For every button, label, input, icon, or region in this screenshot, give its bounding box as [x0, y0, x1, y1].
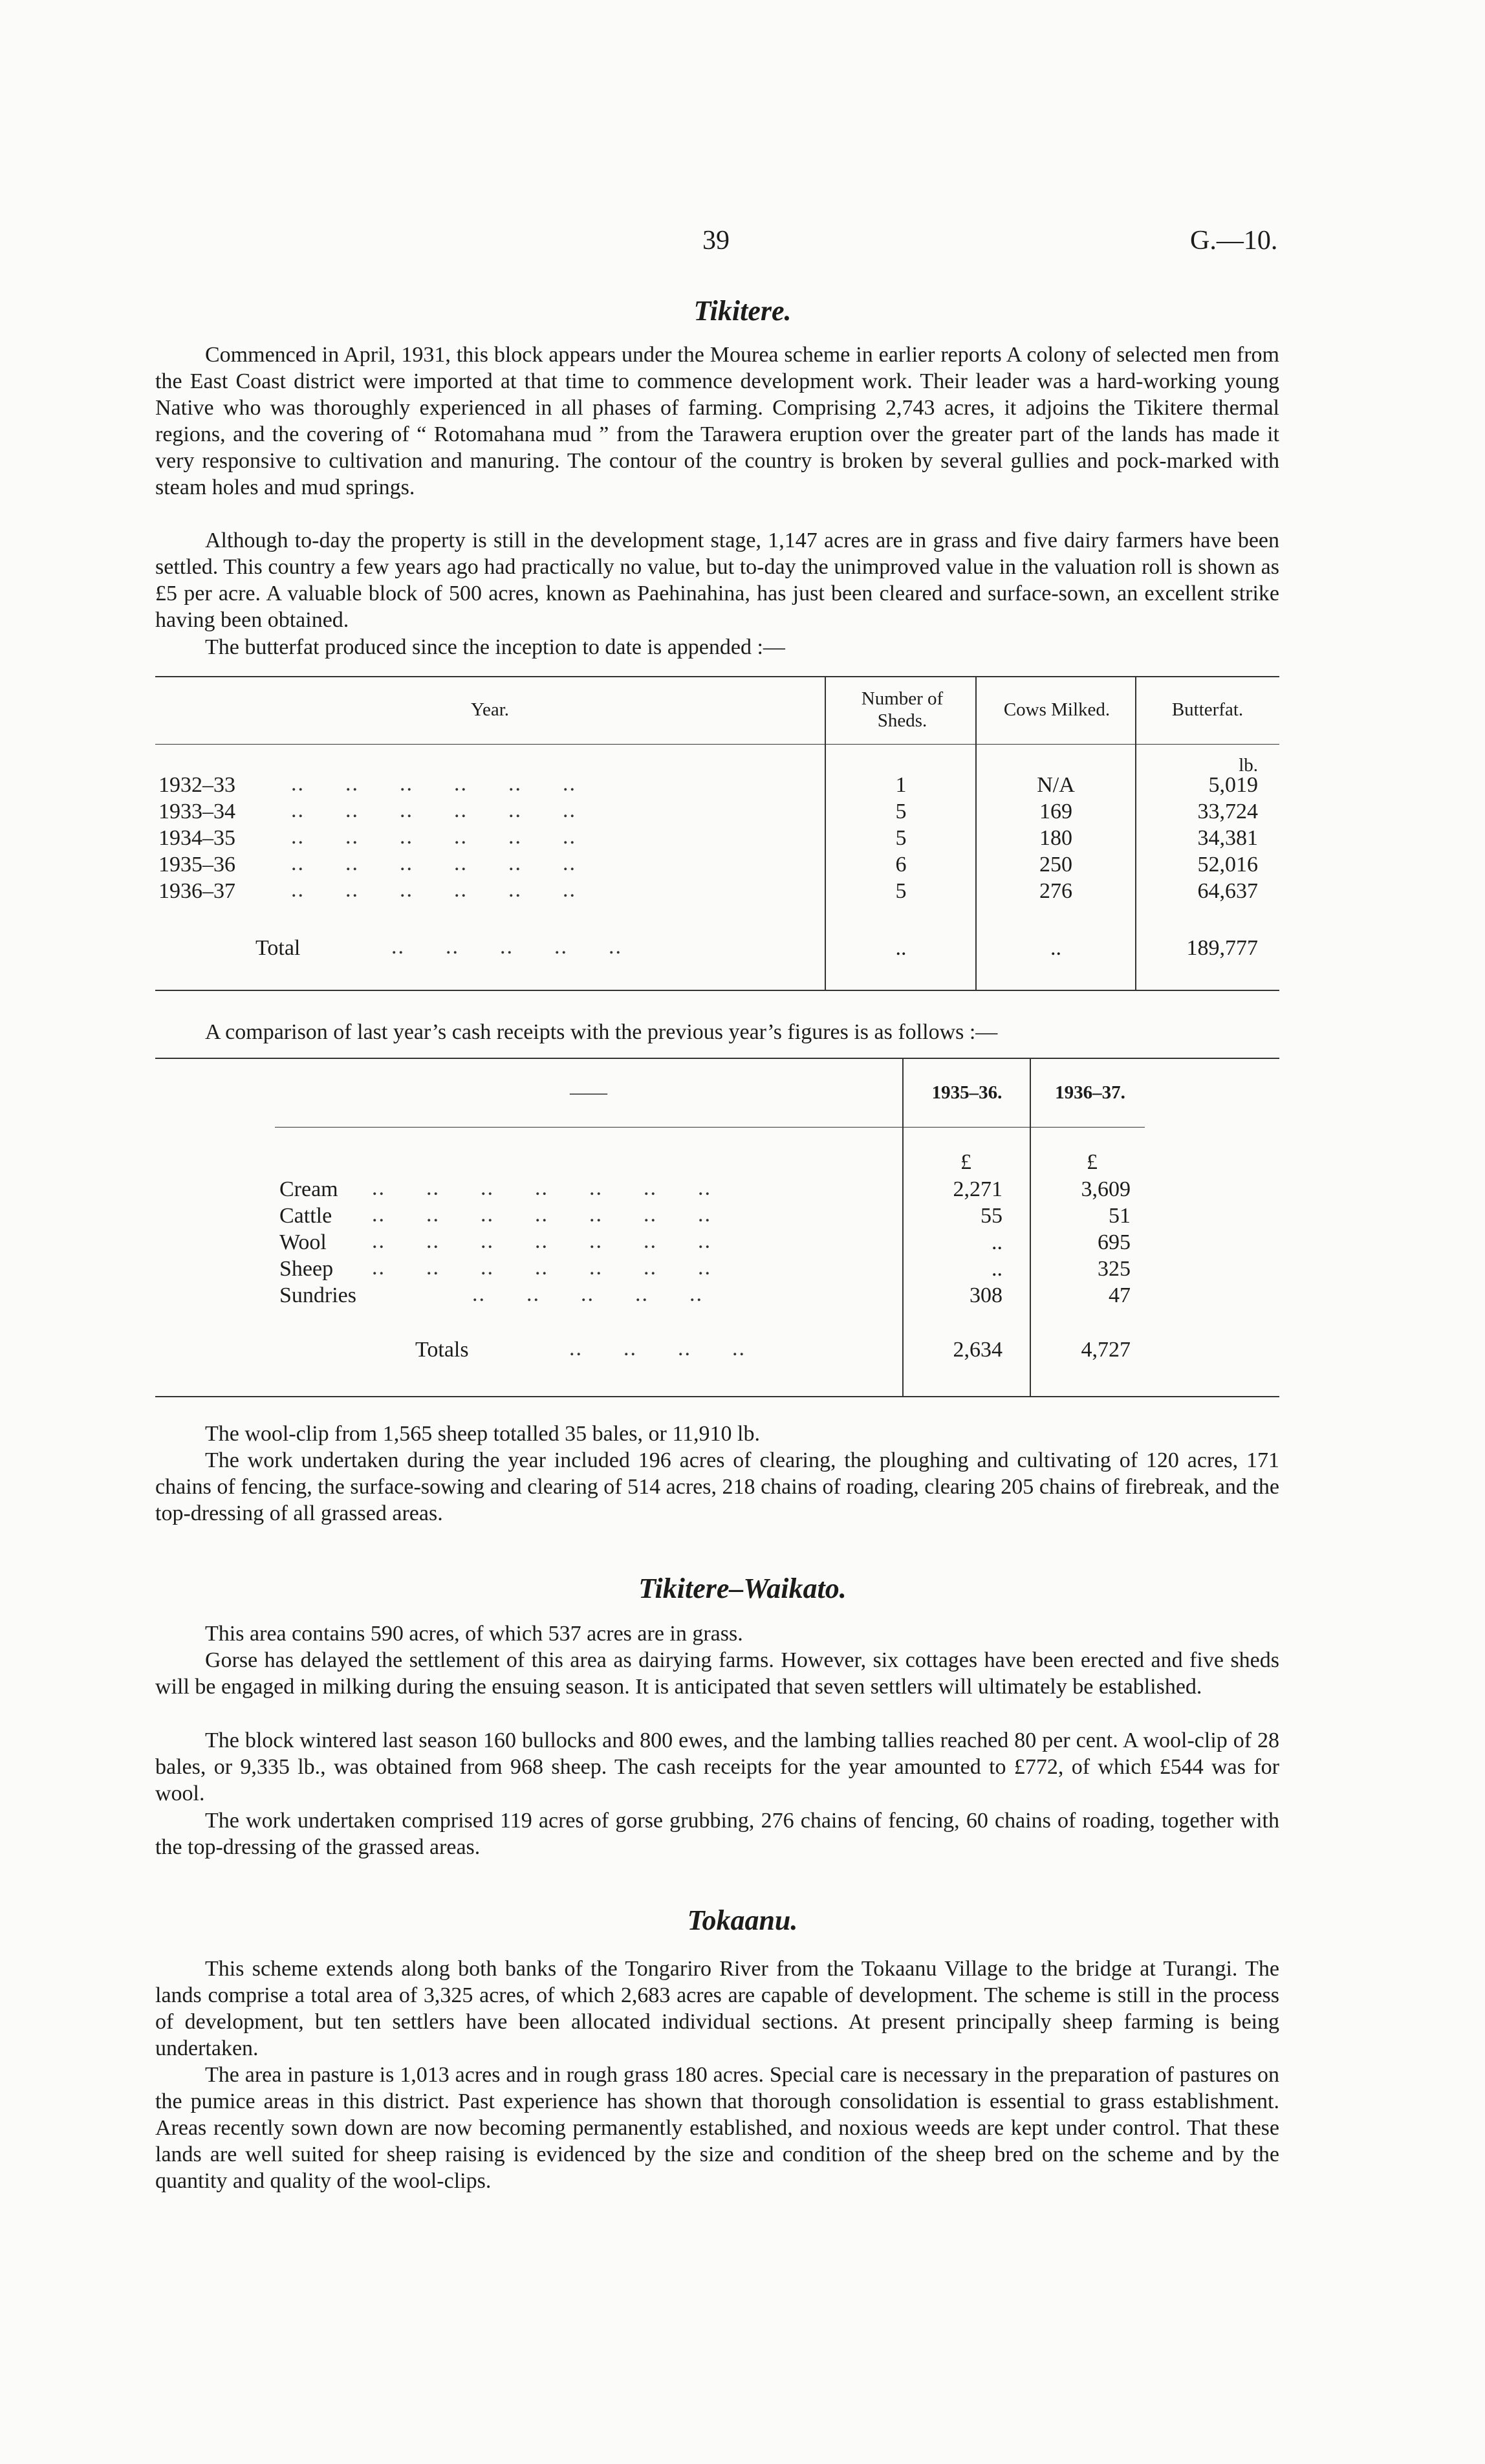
- paragraph: The work undertaken comprised 119 acres of gorse grubbing, 276 chains of fencing, 60 chains of roading, together with the top-dressing of the grassed areas.: [155, 1809, 1279, 1859]
- butterfat-cell: 52,016: [1197, 853, 1258, 877]
- sheds-cell: 5: [895, 826, 907, 850]
- currency-label: £: [1087, 1150, 1098, 1174]
- column-rule: [1030, 1059, 1031, 1396]
- table-rule: [155, 1396, 1279, 1397]
- item-cell: Sundries: [279, 1283, 356, 1307]
- dot-leader: .. .. .. .. .. .. ..: [372, 1176, 711, 1200]
- cows-cell: 180: [1039, 826, 1072, 850]
- paragraph: Although to-day the property is still in the development stage, 1,147 acres are in grass and five dairy farmers have been settled. This country a few years ago had practically no value, but to-day the unimproved value in the valuation roll is shown as £5 per acre. A valuable block of 500 acres, known as Paehinahina, has just been cleared and surface-sown, an excellent strike having been obtained.: [155, 529, 1279, 632]
- paragraph: A comparison of last year’s cash receipts with the previous year’s figures is as follows :—: [205, 1020, 998, 1044]
- year-cell: 1935–36: [158, 853, 235, 877]
- table-rule: [275, 1127, 1145, 1128]
- total-1935-36: 2,634: [953, 1338, 1003, 1362]
- sheds-cell: 6: [895, 853, 907, 877]
- column-header-sheds: Number of Sheds.: [861, 688, 944, 731]
- value-1936-37: 695: [1098, 1230, 1131, 1254]
- cows-cell: 276: [1039, 879, 1072, 903]
- year-cell: 1936–37: [158, 879, 235, 903]
- butterfat-cell: 34,381: [1197, 826, 1258, 850]
- year-cell: 1934–35: [158, 826, 235, 850]
- butterfat-total: 189,777: [1186, 936, 1258, 960]
- section-title-tikitere: Tikitere.: [693, 295, 792, 327]
- value-1935-36: 55: [981, 1204, 1003, 1228]
- year-cell: 1932–33: [158, 773, 235, 797]
- cows-cell: N/A: [1037, 773, 1075, 797]
- dot-leader: .. .. .. .. .. ..: [291, 825, 576, 849]
- dot-leader: .. .. .. .. .. ..: [291, 851, 576, 875]
- dot-leader: .. .. .. .. .. .. ..: [372, 1256, 711, 1280]
- column-rule: [825, 677, 826, 990]
- dot-leader: .. .. .. .. .. ..: [291, 878, 576, 902]
- page-number: 39: [702, 226, 730, 256]
- column-header-year: Year.: [470, 699, 510, 720]
- paragraph: This scheme extends along both banks of the Tongariro River from the Tokaanu Village to the bridge at Turangi. The lands comprise a total area of 3,325 acres, of which 2,683 acres are capable of development. The scheme is still in the process of development, but ten settlers have been allocated individual sections. At present principally sheep farming is being undertaken.: [155, 1957, 1279, 2060]
- paragraph: Gorse has delayed the settlement of this area as dairying farms. However, six cottages have been erected and five sheds will be engaged in milking during the ensuing season. It is anticipated that seven settlers will ultimately be established.: [155, 1648, 1279, 1699]
- value-1935-36: 2,271: [953, 1177, 1003, 1201]
- dot-leader: .. .. .. .. .. .. ..: [372, 1203, 711, 1227]
- dot-leader: .. .. .. .. ..: [472, 1282, 703, 1306]
- year-cell: 1933–34: [158, 800, 235, 823]
- table-rule: [155, 744, 1279, 745]
- cows-total: ..: [1050, 936, 1061, 960]
- value-1935-36: ..: [992, 1230, 1003, 1254]
- butterfat-cell: 64,637: [1197, 879, 1258, 903]
- item-cell: Sheep: [279, 1257, 334, 1281]
- dot-leader: .. .. .. ..: [569, 1336, 746, 1360]
- cows-cell: 250: [1039, 853, 1072, 877]
- butterfat-cell: 5,019: [1208, 773, 1258, 797]
- column-header-butterfat: Butterfat.: [1171, 699, 1244, 720]
- dot-leader: .. .. .. .. .. ..: [291, 772, 576, 796]
- column-header-cows: Cows Milked.: [1003, 699, 1111, 720]
- column-rule: [1135, 677, 1136, 990]
- item-cell: Wool: [279, 1230, 327, 1254]
- dot-leader: .. .. .. .. .. ..: [291, 798, 576, 822]
- cows-cell: 169: [1039, 800, 1072, 823]
- column-header-1935-36: 1935–36.: [931, 1082, 1003, 1103]
- sheds-cell: 5: [895, 800, 907, 823]
- document-reference: G.—10.: [1190, 226, 1278, 256]
- paragraph: The area in pasture is 1,013 acres and in rough grass 180 acres. Special care is necessary in the preparation of pastures on the pumice areas in this district. Past experience has shown that thorough consolidation is essential to grass establishment. Areas recently sown down are now becoming permanently established, and noxious weeds are kept under control. That these lands are well suited for sheep raising is evidenced by the size and condition of the sheep bred on the scheme and by the quantity and quality of the wool-clips.: [155, 2063, 1279, 2193]
- column-header-1936-37: 1936–37.: [1055, 1082, 1125, 1103]
- total-label: Totals: [415, 1338, 469, 1362]
- value-1936-37: 47: [1109, 1283, 1131, 1307]
- paragraph: This area contains 590 acres, of which 537 acres are in grass.: [205, 1622, 743, 1646]
- paragraph: The butterfat produced since the inception to date is appended :—: [205, 635, 785, 659]
- section-title-tokaanu: Tokaanu.: [687, 1904, 798, 1936]
- dot-leader: .. .. .. .. ..: [391, 935, 622, 959]
- table-rule: [155, 990, 1279, 991]
- currency-label: £: [960, 1150, 971, 1174]
- paragraph: The wool-clip from 1,565 sheep totalled 35 bales, or 11,910 lb.: [205, 1422, 761, 1446]
- column-header-item: ——: [570, 1082, 607, 1103]
- item-cell: Cream: [279, 1177, 338, 1201]
- table-rule: [155, 1058, 1279, 1059]
- sheds-cell: 5: [895, 879, 907, 903]
- unit-label: lb.: [1239, 755, 1258, 776]
- section-title-tikitere-waikato: Tikitere–Waikato.: [638, 1573, 847, 1604]
- value-1936-37: 3,609: [1081, 1177, 1131, 1201]
- sheds-total: ..: [895, 936, 907, 960]
- sheds-cell: 1: [895, 773, 907, 797]
- column-rule: [902, 1059, 904, 1396]
- butterfat-cell: 33,724: [1197, 800, 1258, 823]
- paragraph: The work undertaken during the year included 196 acres of clearing, the ploughing and cultivating of 120 acres, 171 chains of fencing, the surface-sowing and clearing of 514 acres, 218 chains of roading, clearing 205 chains of firebreak, and the top-dressing of all grassed areas.: [155, 1448, 1279, 1525]
- value-1935-36: ..: [992, 1257, 1003, 1281]
- dot-leader: .. .. .. .. .. .. ..: [372, 1229, 711, 1253]
- total-label: Total: [255, 936, 301, 960]
- total-1936-37: 4,727: [1081, 1338, 1131, 1362]
- value-1936-37: 325: [1098, 1257, 1131, 1281]
- value-1935-36: 308: [970, 1283, 1003, 1307]
- value-1936-37: 51: [1109, 1204, 1131, 1228]
- item-cell: Cattle: [279, 1204, 332, 1228]
- paragraph: The block wintered last season 160 bullocks and 800 ewes, and the lambing tallies reached 80 per cent. A wool-clip of 28 bales, or 9,335 lb., was obtained from 968 sheep. The cash receipts for the year amounted to £772, of which £544 was for wool.: [155, 1728, 1279, 1805]
- paragraph: Commenced in April, 1931, this block appears under the Mourea scheme in earlier reports A colony of selected men from the East Coast district were imported at that time to commence development work. Their leader was a hard-working young Native who was thoroughly experienced in all phases of farming. Comprising 2,743 acres, it adjoins the Tikitere thermal regions, and the covering of “ Rotomahana mud ” from the Tarawera eruption over the greater part of the lands has made it very responsive to cultivation and manuring. The contour of the country is broken by several gullies and pock-marked with steam holes and mud springs.: [155, 343, 1279, 499]
- table-rule: [155, 676, 1279, 677]
